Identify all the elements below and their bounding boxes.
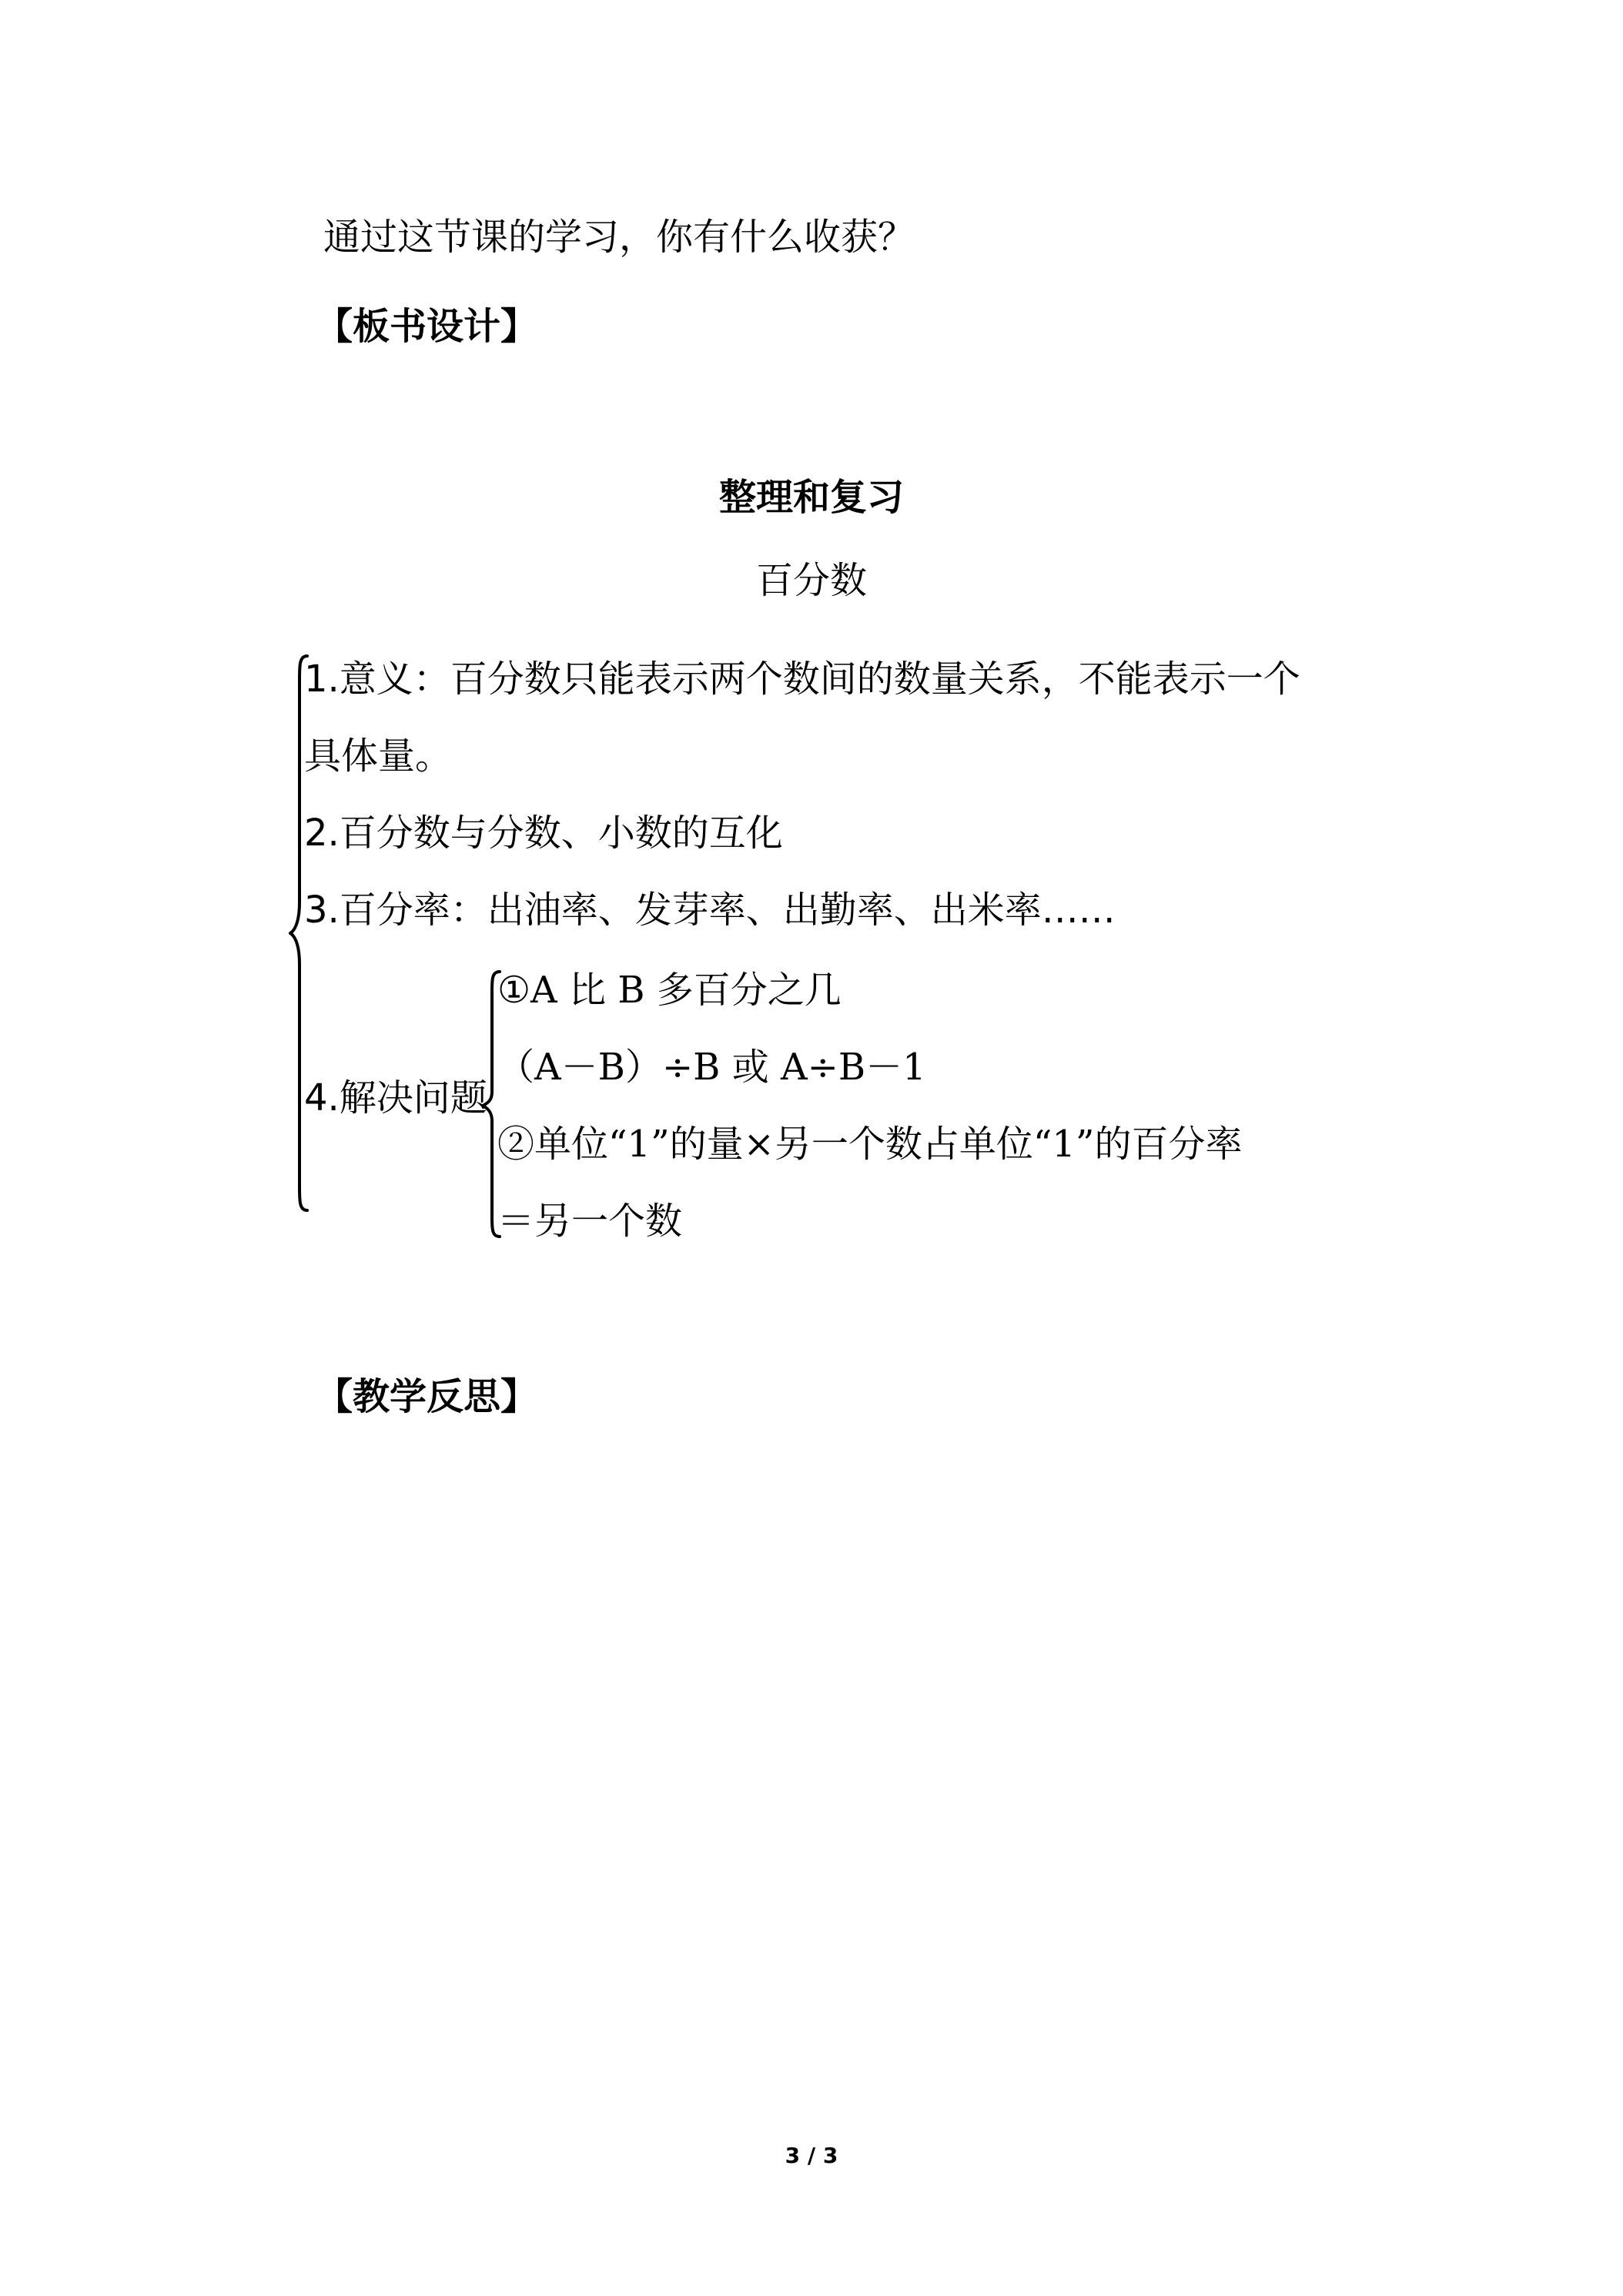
outline-item-4-label: 4.解决问题 <box>304 1076 487 1120</box>
outline-item-4-sub-3: ②单位“1”的量×另一个数占单位“1”的百分率 <box>497 1123 1243 1166</box>
board-title: 整理和复习 <box>718 476 904 519</box>
outline-item-4-sub-2: （A－B）÷B 或 A÷B－1 <box>497 1046 926 1089</box>
reflection-heading: 【教学反思】 <box>316 1375 538 1418</box>
board-subtitle: 百分数 <box>755 559 867 602</box>
outline-item-1-line-1: 1.意义：百分数只能表示两个数间的数量关系，不能表示一个 <box>304 658 1300 701</box>
outline-item-3: 3.百分率：出油率、发芽率、出勤率、出米率…… <box>304 889 1116 932</box>
outline-brace <box>290 648 313 1218</box>
intro-question: 通过这节课的学习，你有什么收获？ <box>323 216 915 259</box>
outline-item-4-sub-1: ①A 比 B 多百分之几 <box>497 969 842 1012</box>
board-design-heading: 【板书设计】 <box>316 305 538 348</box>
outline-item-4-sub-4: ＝另一个数 <box>497 1200 683 1243</box>
outline-item-2: 2.百分数与分数、小数的互化 <box>304 812 783 855</box>
outline-item-1-line-2: 具体量。 <box>304 735 453 778</box>
page-number: 3 / 3 <box>785 2143 838 2168</box>
